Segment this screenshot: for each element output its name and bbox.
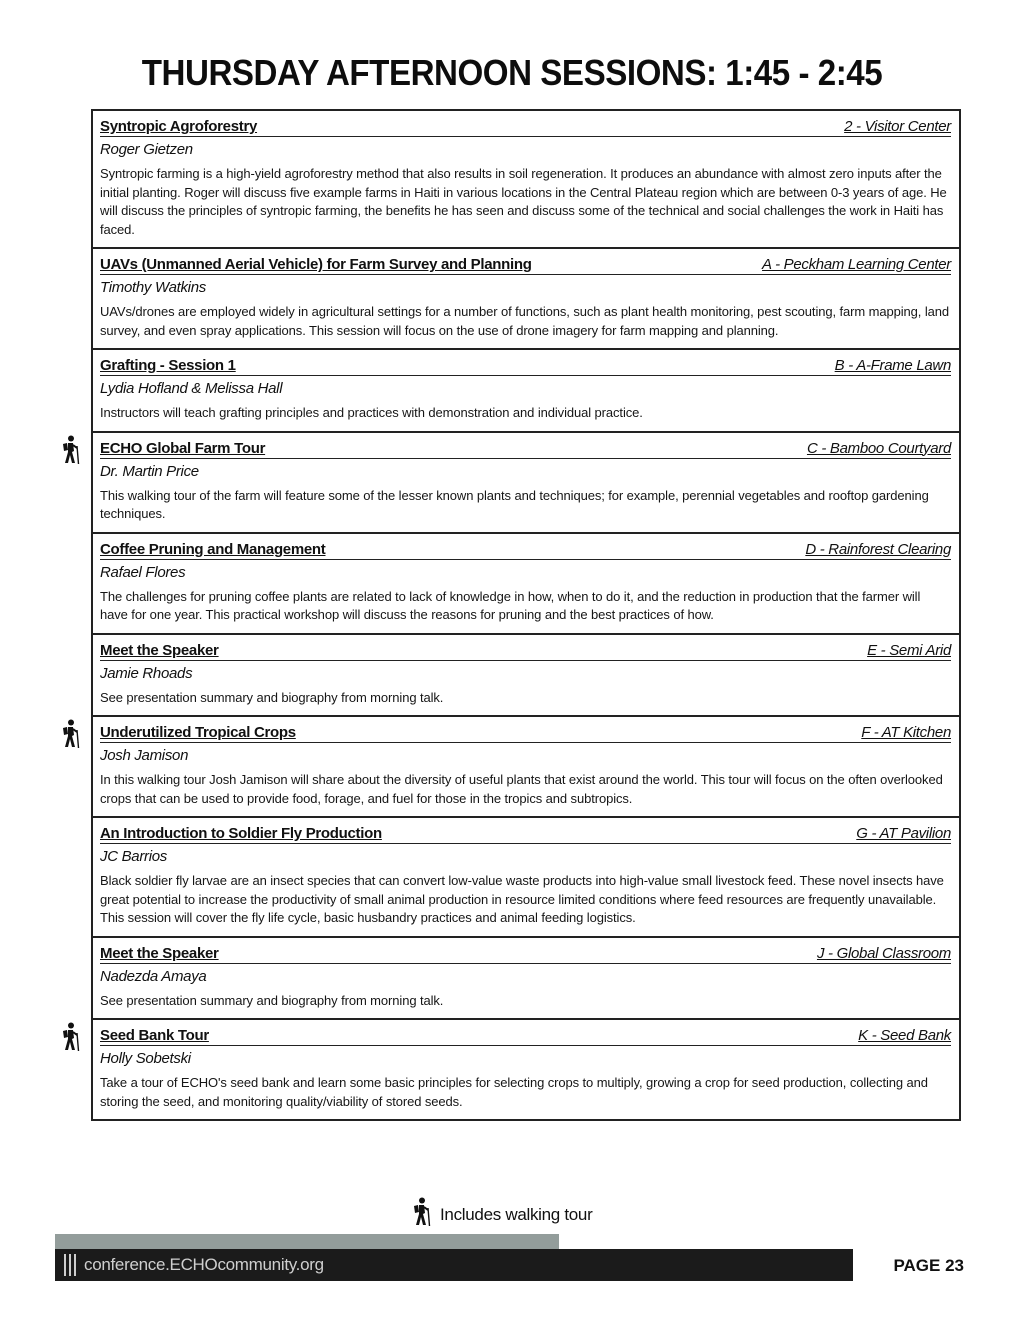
- session-location: K - Seed Bank: [858, 1027, 951, 1044]
- session-title: Grafting - Session 1: [100, 357, 236, 374]
- session-location: E - Semi Arid: [867, 641, 951, 659]
- hiker-icon: [59, 435, 81, 465]
- page-title: THURSDAY AFTERNOON SESSIONS: 1:45 - 2:45: [141, 52, 883, 93]
- session-location: C - Bamboo Courtyard: [806, 439, 951, 457]
- session-speaker: JC Barrios: [100, 848, 168, 865]
- session-description: Black soldier fly larvae are an insect species that can convert low-value waste products into high-value small livestock feed. These novel insects have great potential to increase the productivity of small animal production in resource limited conditions where feed resources are frequently unavailable. This session will cover the fly life cycle, basic husbandry practices and animal feeding logistics.: [100, 873, 944, 925]
- session-item: [93, 938, 959, 1021]
- session-title: An Introduction to Soldier Fly Production: [100, 825, 382, 842]
- session-header: [100, 641, 951, 661]
- session-description: See presentation summary and biography from morning talk.: [100, 992, 444, 1008]
- hiker-icon: [59, 1022, 81, 1052]
- session-title: Coffee Pruning and Management: [100, 540, 326, 558]
- session-description: Instructors will teach grafting principles and practices with demonstration and individual practice.: [100, 405, 643, 420]
- session-item: [93, 249, 959, 350]
- session-title: Syntropic Agroforestry: [100, 118, 258, 135]
- session-speaker: Rafael Flores: [100, 563, 186, 581]
- session-description: In this walking tour Josh Jamison will share about the diversity of useful plants that exist around the world. This tour will focus on the often overlooked crops that can be used to provide food, forage, and fuel for those in the tropics and subtropics.: [100, 772, 943, 806]
- session-location: B - A-Frame Lawn: [834, 357, 951, 374]
- session-location: J - Global Classroom: [816, 944, 951, 962]
- legend-text: Includes walking tour: [440, 1204, 593, 1224]
- session-title: Meet the Speaker: [100, 944, 219, 962]
- session-item: [93, 433, 959, 534]
- session-description: UAVs/drones are employed widely in agricultural settings for a number of functions, such as plant health monitoring, pest scouting, farm mapping, land survey, and even spray applications. This session will focus on the use of drone imagery for farm mapping and planning.: [100, 304, 949, 338]
- hiker-icon: [410, 1197, 432, 1232]
- session-item: [93, 111, 959, 249]
- session-speaker: Holly Sobetski: [100, 1050, 191, 1067]
- session-speaker: Roger Gietzen: [100, 141, 193, 158]
- session-location: F - AT Kitchen: [861, 724, 951, 741]
- session-description: Take a tour of ECHO's seed bank and learn some basic principles for selecting crops to multiply, growing a crop for seed production, collecting and storing the seed, and monitoring quality/viability of stored seeds.: [100, 1075, 928, 1109]
- walking-tour-legend: [410, 1197, 592, 1232]
- session-title: Meet the Speaker: [100, 641, 219, 659]
- session-item: [93, 818, 959, 938]
- session-item: [93, 534, 959, 635]
- footer-lines-icon: [64, 1254, 76, 1276]
- session-title: UAVs (Unmanned Aerial Vehicle) for Farm Survey and Planning: [100, 256, 532, 273]
- session-header: [100, 1026, 951, 1046]
- session-description: See presentation summary and biography from morning talk.: [100, 689, 444, 705]
- session-title: Underutilized Tropical Crops: [100, 724, 296, 741]
- footer-bar: [55, 1249, 853, 1281]
- session-item: [93, 635, 959, 718]
- session-item: [93, 350, 959, 433]
- session-speaker: Jamie Rhoads: [100, 664, 193, 682]
- session-title: Seed Bank Tour: [100, 1027, 209, 1044]
- session-location: 2 - Visitor Center: [844, 118, 951, 135]
- session-location: A - Peckham Learning Center: [762, 256, 951, 273]
- footer-url[interactable]: conference.ECHOcommunity.org: [84, 1255, 324, 1274]
- session-description: The challenges for pruning coffee plants are related to lack of knowledge in how, when to do it, and the reduction in production that the farmer will have for one year. This practical workshop will discuss the reasons for pruning and the best practices of how.: [100, 588, 921, 622]
- session-title: ECHO Global Farm Tour: [100, 439, 266, 457]
- session-location: D - Rainforest Clearing: [805, 540, 951, 558]
- session-item: [93, 717, 959, 818]
- session-header: [100, 255, 951, 275]
- session-speaker: Lydia Hofland & Melissa Hall: [100, 380, 283, 397]
- page-number: PAGE 23: [893, 1256, 964, 1275]
- session-list: [91, 109, 961, 1121]
- session-location: G - AT Pavilion: [856, 825, 951, 842]
- session-header: [100, 944, 951, 964]
- session-description: Syntropic farming is a high-yield agroforestry method that also results in soil regeneration. It produces an abundance with almost zero inputs after the initial planting. Roger will discuss five example farms in Haiti in various locations in the Central Plateau region which are between 0-3 years of age. He will discuss the principles of syntropic farming, the benefits he has seen and discuss some of the technical and social challenges the work in Haiti has faced.: [100, 166, 947, 237]
- hiker-icon: [59, 719, 81, 749]
- session-header: [100, 356, 951, 376]
- session-speaker: Nadezda Amaya: [100, 967, 207, 985]
- session-header: [100, 439, 951, 459]
- session-speaker: Dr. Martin Price: [100, 462, 199, 480]
- session-speaker: Josh Jamison: [100, 747, 189, 764]
- session-header: [100, 824, 951, 844]
- session-item: [93, 1020, 959, 1119]
- session-speaker: Timothy Watkins: [100, 279, 206, 296]
- session-description: This walking tour of the farm will feature some of the lesser known plants and techniques; for example, perennial vegetables and rooftop gardening techniques.: [100, 487, 929, 521]
- session-header: [100, 540, 951, 560]
- session-header: [100, 117, 951, 137]
- session-header: [100, 723, 951, 743]
